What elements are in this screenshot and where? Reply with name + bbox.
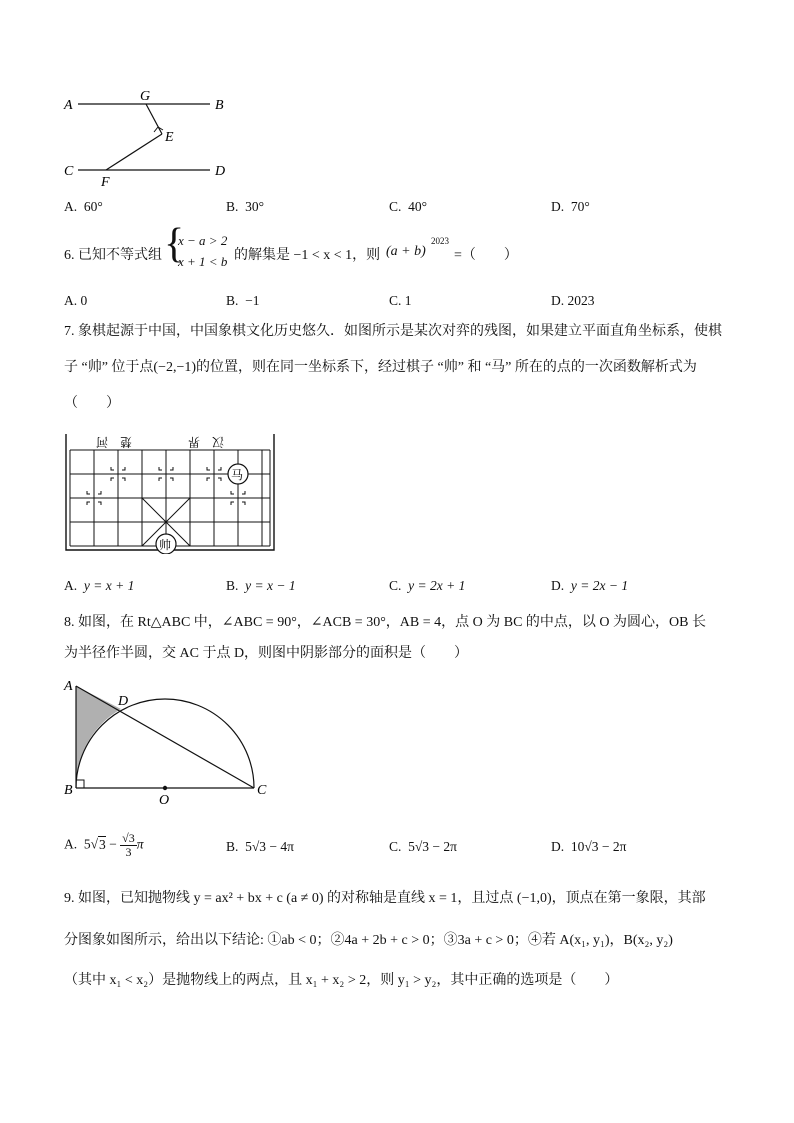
label-D: D bbox=[118, 694, 129, 709]
q5-option-a: A. 60° bbox=[64, 199, 103, 214]
q7-line-2: 子 “帅” 位于点(−2,−1)的位置，则在同一坐标系下，经过棋子 “帅” 和 “马” 所在的点的一次函数解析式为 bbox=[64, 360, 697, 375]
figure-semicircle bbox=[58, 672, 282, 810]
piece-shuai: 帅 bbox=[159, 538, 172, 552]
q7-line-3: （ ） bbox=[64, 396, 120, 411]
q7-option-b: B. y = x − 1 bbox=[226, 578, 296, 593]
label-F: F bbox=[101, 175, 110, 190]
label-E: E bbox=[165, 130, 174, 145]
label-A: A bbox=[64, 98, 73, 113]
q8-option-c: C. 5√3 − 2π bbox=[389, 839, 457, 854]
q6-option-c: C. 1 bbox=[389, 293, 412, 308]
q6-option-d: D. 2023 bbox=[551, 293, 595, 308]
q8-line-1: 8. 如图，在 Rt△ABC 中，∠ABC = 90°，∠ACB = 30°，AB = 4，点 O 为 BC 的中点，以 O 为圆心，OB 长 bbox=[64, 615, 706, 630]
river-left-label: 楚 河 bbox=[95, 435, 132, 449]
q5-option-d: D. 70° bbox=[551, 199, 590, 214]
q9-line-2: 分图象如图所示，给出以下结论: ①ab < 0；②4a + 2b + c > 0；③3a + c > 0；④若 A(x₁, y₁)，B(x₂, y₂) bbox=[64, 933, 673, 948]
label-C: C bbox=[64, 164, 74, 179]
q9-line-1: 9. 如图，已知抛物线 y = ax² + bx + c (a ≠ 0) 的对称轴是直线 x = 1，且过点 (−1,0)，顶点在第一象限，其部 bbox=[64, 891, 706, 906]
q6-option-b: B. −1 bbox=[226, 293, 260, 308]
q7-line-1: 7. 象棋起源于中国，中国象棋文化历史悠久．如图所示是某次对弈的残图，如果建立平面直角坐标系，使棋 bbox=[64, 324, 722, 339]
q9-line-3: （其中 x₁ < x₂）是抛物线上的两点，且 x₁ + x₂ > 2，则 y₁ > y₂，其中正确的选项是（ ） bbox=[64, 973, 619, 988]
label-G: G bbox=[140, 89, 151, 104]
figure-parallel-lines bbox=[60, 86, 240, 190]
q8-line-2: 为半径作半圆，交 AC 于点 D，则图中阴影部分的面积是（ ） bbox=[64, 646, 469, 661]
river-right-label: 汉 界 bbox=[187, 435, 224, 449]
piece-ma: 马 bbox=[231, 468, 244, 482]
q5-option-b: B. 30° bbox=[226, 199, 265, 214]
q6-option-a: A. 0 bbox=[64, 293, 88, 308]
label-D: D bbox=[215, 164, 226, 179]
q7-option-d: D. y = 2x − 1 bbox=[551, 578, 629, 593]
label-A: A bbox=[64, 679, 73, 694]
label-B: B bbox=[64, 783, 73, 798]
label-O: O bbox=[159, 793, 170, 808]
q8-option-b: B. 5√3 − 4π bbox=[226, 839, 294, 854]
label-C: C bbox=[257, 783, 267, 798]
figure-chess-board bbox=[60, 428, 280, 554]
q7-option-a: A. y = x + 1 bbox=[64, 578, 135, 593]
q8-option-a: A. 5√3 − $\frac{√3}{3}$ π bbox=[64, 831, 144, 859]
label-B: B bbox=[215, 98, 224, 113]
q7-option-c: C. y = 2x + 1 bbox=[389, 578, 466, 593]
q5-option-c: C. 40° bbox=[389, 199, 428, 214]
q8-option-d: D. 10√3 − 2π bbox=[551, 839, 627, 854]
